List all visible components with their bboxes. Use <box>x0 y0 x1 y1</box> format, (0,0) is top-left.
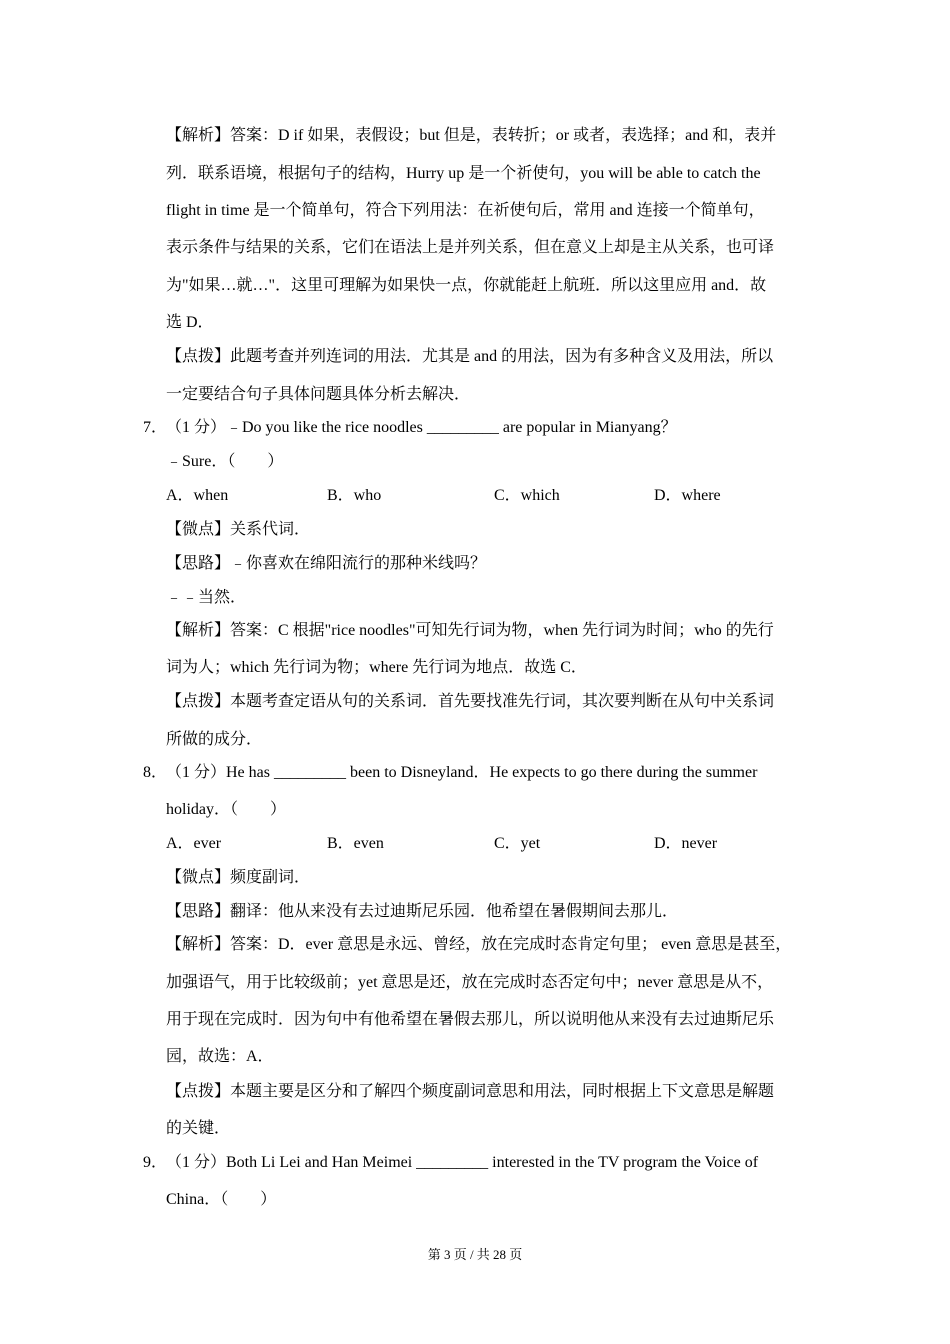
q8-tip-line-2: 的关键． <box>166 1120 231 1137</box>
q6-analysis-line-6: 选 D． <box>166 314 214 331</box>
q6-analysis-line-4: 表示条件与结果的关系，它们在语法上是并列关系，但在意义上却是主从关系，也可译 <box>166 239 775 256</box>
q7-option-c: C．which <box>494 487 560 504</box>
q7-stem-line-2: ﹣Sure．（ ） <box>166 453 284 470</box>
q8-stem-line-2: holiday．（ ） <box>166 801 286 818</box>
q6-tip-line-1: 【点拨】此题考查并列连词的用法．尤其是 and 的用法，因为有多种含义及用法，所以 <box>166 348 774 365</box>
q8-option-d: D．never <box>654 835 718 852</box>
q7-option-a: A．when <box>166 487 229 504</box>
q8-analysis-line-2: 加强语气，用于比较级前；yet 意思是还，放在完成时态否定句中；never 意思是从不， <box>166 974 774 991</box>
q8-point: 【微点】频度副词． <box>166 869 311 886</box>
q7-analysis-line-1: 【解析】答案：C 根据"rice noodles"可知先行词为物，when 先行词为时间；who 的先行 <box>166 622 774 639</box>
q8-analysis-line-4: 园，故选：A． <box>166 1048 274 1065</box>
q7-option-d: D．where <box>654 487 721 504</box>
q8-option-a: A．ever <box>166 835 222 852</box>
q7-idea-line-2: ﹣﹣当然． <box>166 589 247 606</box>
q8-option-c: C．yet <box>494 835 541 852</box>
q8-number: 8． <box>143 764 168 781</box>
q6-analysis-line-1: 【解析】答案：D if 如果，表假设；but 但是，表转折；or 或者，表选择；and 和，表并 <box>166 127 777 144</box>
q8-stem: （1 分）He has _________ been to Disneyland．He expects to go there during the summer <box>166 764 758 781</box>
q6-analysis-line-2: 列．联系语境，根据句子的结构，Hurry up 是一个祈使句，you will be able to catch the <box>166 165 761 182</box>
page-footer: 第 3 页 / 共 28 页 <box>427 1247 523 1262</box>
q7-idea: 【思路】﹣你喜欢在绵阳流行的那种米线吗？ <box>166 555 487 572</box>
q7-point: 【微点】关系代词． <box>166 521 311 538</box>
q8-idea: 【思路】翻译：他从来没有去过迪斯尼乐园．他希望在暑假期间去那儿． <box>166 903 679 920</box>
q8-analysis-line-3: 用于现在完成时．因为句中有他希望在暑假去那儿，所以说明他从来没有去过迪斯尼乐 <box>166 1011 775 1028</box>
q6-tip-line-2: 一定要结合句子具体问题具体分析去解决． <box>166 386 471 403</box>
q8-option-b: B．even <box>327 835 384 852</box>
q8-analysis-line-1: 【解析】答案：D．ever 意思是永远、曾经，放在完成时态肯定句里； even 意思是甚至， <box>166 936 792 953</box>
q7-tip-line-1: 【点拨】本题考查定语从句的关系词．首先要找准先行词，其次要判断在从句中关系词 <box>166 693 775 710</box>
q7-number: 7． <box>143 419 168 436</box>
q7-option-b: B．who <box>327 487 382 504</box>
q7-analysis-line-2: 词为人；which 先行词为物；where 先行词为地点．故选 C． <box>166 659 587 676</box>
q7-tip-line-2: 所做的成分． <box>166 731 263 748</box>
q9-stem-line-2: China．（ ） <box>166 1191 277 1208</box>
q7-stem: （1 分）﹣Do you like the rice noodles _________ are popular in Mianyang？ <box>166 419 677 436</box>
q8-tip-line-1: 【点拨】本题主要是区分和了解四个频度副词意思和用法，同时根据上下文意思是解题 <box>166 1083 775 1100</box>
q9-number: 9． <box>143 1154 168 1171</box>
q6-analysis-line-3: flight in time 是一个简单句，符合下列用法：在祈使句后，常用 and 连接一个简单句， <box>166 202 765 219</box>
q9-stem: （1 分）Both Li Lei and Han Meimei _________ interested in the TV program the Voice of <box>166 1154 759 1171</box>
q6-analysis-line-5: 为"如果…就…"．这里可理解为如果快一点，你就能赶上航班．所以这里应用 and．故 <box>166 277 767 294</box>
